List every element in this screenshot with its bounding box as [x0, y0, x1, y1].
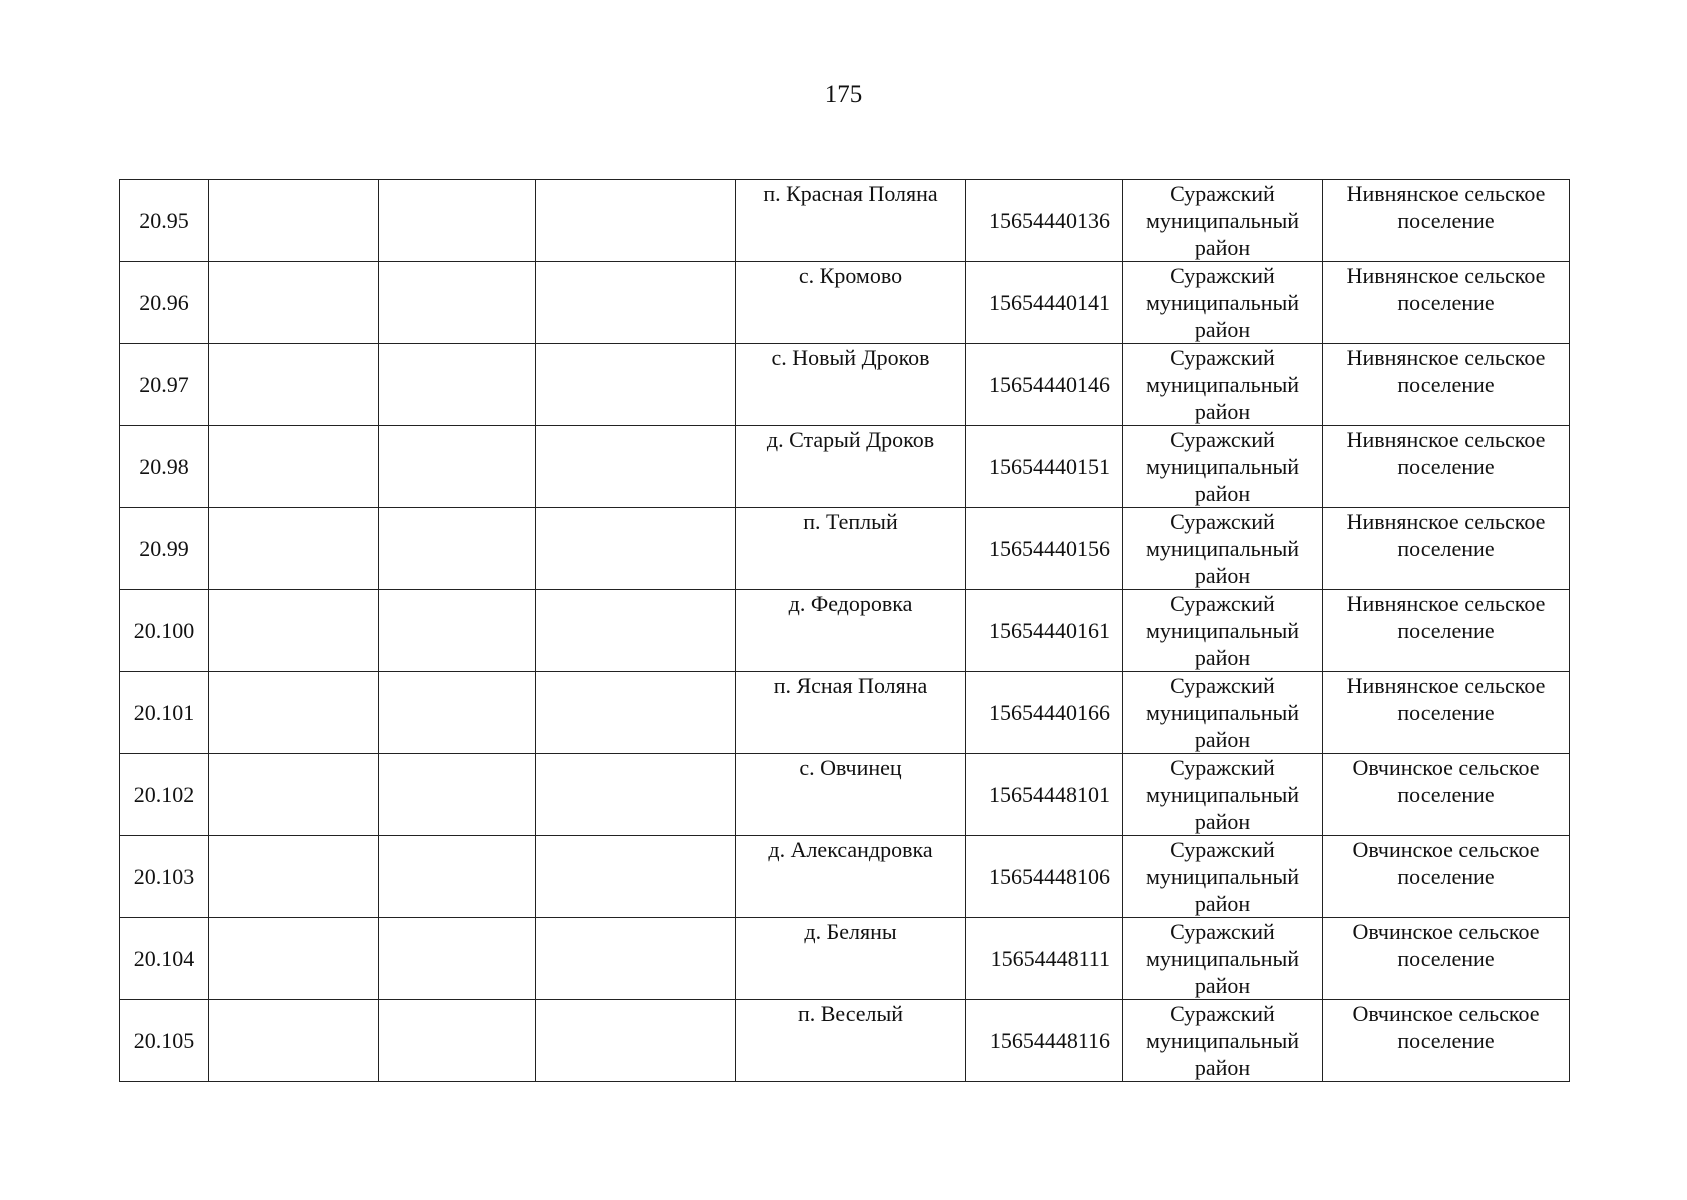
table-row — [120, 754, 1570, 836]
settlement-cell — [1323, 426, 1570, 508]
row-number-cell: 20.99 — [120, 508, 209, 590]
row-number-cell: 20.97 — [120, 344, 209, 426]
locality-name-cell: п. Красная Поляна — [736, 180, 966, 262]
locality-name-cell: с. Кромово — [736, 262, 966, 344]
oktmo-code-cell: 15654440146 — [966, 344, 1123, 426]
row-number-cell: 20.98 — [120, 426, 209, 508]
empty-cell — [379, 672, 536, 754]
settlement-cell — [1323, 180, 1570, 262]
locality-name-cell: д. Старый Дроков — [736, 426, 966, 508]
oktmo-code-cell: 15654440161 — [966, 590, 1123, 672]
empty-cell — [379, 918, 536, 1000]
settlement-text: Нивнянское сельское поселение — [1346, 427, 1546, 479]
row-number-cell: 20.95 — [120, 180, 209, 262]
settlement-cell — [1323, 672, 1570, 754]
row-number-cell: 20.101 — [120, 672, 209, 754]
oktmo-code-cell: 15654448116 — [966, 1000, 1123, 1082]
district-cell — [1123, 426, 1323, 508]
empty-cell — [536, 1000, 736, 1082]
row-number-cell: 20.96 — [120, 262, 209, 344]
settlement-text: Нивнянское сельское поселение — [1346, 509, 1546, 561]
oktmo-code-cell: 15654440156 — [966, 508, 1123, 590]
district-cell — [1123, 262, 1323, 344]
oktmo-code-cell: 15654440136 — [966, 180, 1123, 262]
district-cell — [1123, 590, 1323, 672]
locality-name-cell: п. Веселый — [736, 1000, 966, 1082]
table-row — [120, 344, 1570, 426]
table-row — [120, 1000, 1570, 1082]
empty-cell — [379, 836, 536, 918]
table-body — [120, 180, 1570, 1082]
row-number-cell: 20.104 — [120, 918, 209, 1000]
table-row — [120, 262, 1570, 344]
empty-cell — [209, 918, 379, 1000]
empty-cell — [209, 508, 379, 590]
empty-cell — [536, 508, 736, 590]
empty-cell — [379, 754, 536, 836]
table-row — [120, 918, 1570, 1000]
empty-cell — [536, 262, 736, 344]
locality-name-cell: с. Овчинец — [736, 754, 966, 836]
empty-cell — [379, 180, 536, 262]
empty-cell — [536, 344, 736, 426]
district-text: Суражский муниципальный район — [1145, 673, 1300, 752]
oktmo-code-cell: 15654448111 — [966, 918, 1123, 1000]
district-text: Суражский муниципальный район — [1145, 509, 1300, 588]
empty-cell — [536, 672, 736, 754]
settlement-text: Нивнянское сельское поселение — [1346, 673, 1546, 725]
table-row — [120, 672, 1570, 754]
district-text: Суражский муниципальный район — [1145, 919, 1300, 998]
locality-name-cell: п. Теплый — [736, 508, 966, 590]
row-number-cell: 20.105 — [120, 1000, 209, 1082]
empty-cell — [379, 344, 536, 426]
district-text: Суражский муниципальный район — [1145, 263, 1300, 342]
empty-cell — [209, 262, 379, 344]
district-cell — [1123, 344, 1323, 426]
empty-cell — [379, 426, 536, 508]
oktmo-code-cell: 15654440141 — [966, 262, 1123, 344]
locality-name-cell: д. Федоровка — [736, 590, 966, 672]
table-row — [120, 836, 1570, 918]
settlement-text: Нивнянское сельское поселение — [1346, 181, 1546, 233]
locality-name-cell: с. Новый Дроков — [736, 344, 966, 426]
settlement-cell — [1323, 590, 1570, 672]
row-number-cell: 20.102 — [120, 754, 209, 836]
district-text: Суражский муниципальный район — [1145, 1001, 1300, 1080]
district-text: Суражский муниципальный район — [1145, 591, 1300, 670]
oktmo-code-cell: 15654448101 — [966, 754, 1123, 836]
table-row — [120, 508, 1570, 590]
table-row — [120, 426, 1570, 508]
page-number: 175 — [824, 81, 863, 108]
empty-cell — [536, 426, 736, 508]
row-number-cell: 20.100 — [120, 590, 209, 672]
table-row — [120, 180, 1570, 262]
table-row — [120, 590, 1570, 672]
settlement-cell — [1323, 262, 1570, 344]
district-text: Суражский муниципальный район — [1145, 837, 1300, 916]
locality-name-cell: п. Ясная Поляна — [736, 672, 966, 754]
settlement-cell — [1323, 344, 1570, 426]
district-cell — [1123, 672, 1323, 754]
district-cell — [1123, 836, 1323, 918]
empty-cell — [536, 180, 736, 262]
empty-cell — [209, 836, 379, 918]
empty-cell — [209, 672, 379, 754]
district-text: Суражский муниципальный район — [1145, 755, 1300, 834]
empty-cell — [209, 754, 379, 836]
settlement-cell — [1323, 754, 1570, 836]
settlement-text: Нивнянское сельское поселение — [1346, 345, 1546, 397]
district-cell — [1123, 508, 1323, 590]
empty-cell — [379, 508, 536, 590]
district-cell — [1123, 180, 1323, 262]
row-number-cell: 20.103 — [120, 836, 209, 918]
settlement-text: Нивнянское сельское поселение — [1346, 263, 1546, 315]
settlement-text: Овчинское сельское поселение — [1352, 837, 1540, 889]
district-cell — [1123, 754, 1323, 836]
settlement-cell — [1323, 508, 1570, 590]
empty-cell — [536, 590, 736, 672]
locality-name-cell: д. Беляны — [736, 918, 966, 1000]
empty-cell — [379, 1000, 536, 1082]
settlements-table — [119, 179, 1570, 1082]
settlement-text: Нивнянское сельское поселение — [1346, 591, 1546, 643]
district-text: Суражский муниципальный район — [1145, 427, 1300, 506]
district-text: Суражский муниципальный район — [1145, 345, 1300, 424]
oktmo-code-cell: 15654448106 — [966, 836, 1123, 918]
settlement-text: Овчинское сельское поселение — [1352, 919, 1540, 971]
empty-cell — [536, 918, 736, 1000]
empty-cell — [209, 1000, 379, 1082]
empty-cell — [536, 754, 736, 836]
empty-cell — [209, 344, 379, 426]
district-cell — [1123, 1000, 1323, 1082]
empty-cell — [536, 836, 736, 918]
settlement-cell — [1323, 836, 1570, 918]
empty-cell — [379, 590, 536, 672]
settlement-text: Овчинское сельское поселение — [1352, 755, 1540, 807]
district-cell — [1123, 918, 1323, 1000]
settlement-cell — [1323, 1000, 1570, 1082]
settlement-cell — [1323, 918, 1570, 1000]
empty-cell — [379, 262, 536, 344]
locality-name-cell: д. Александровка — [736, 836, 966, 918]
oktmo-code-cell: 15654440166 — [966, 672, 1123, 754]
empty-cell — [209, 426, 379, 508]
oktmo-code-cell: 15654440151 — [966, 426, 1123, 508]
settlement-text: Овчинское сельское поселение — [1352, 1001, 1540, 1053]
empty-cell — [209, 180, 379, 262]
district-text: Суражский муниципальный район — [1145, 181, 1300, 260]
empty-cell — [209, 590, 379, 672]
